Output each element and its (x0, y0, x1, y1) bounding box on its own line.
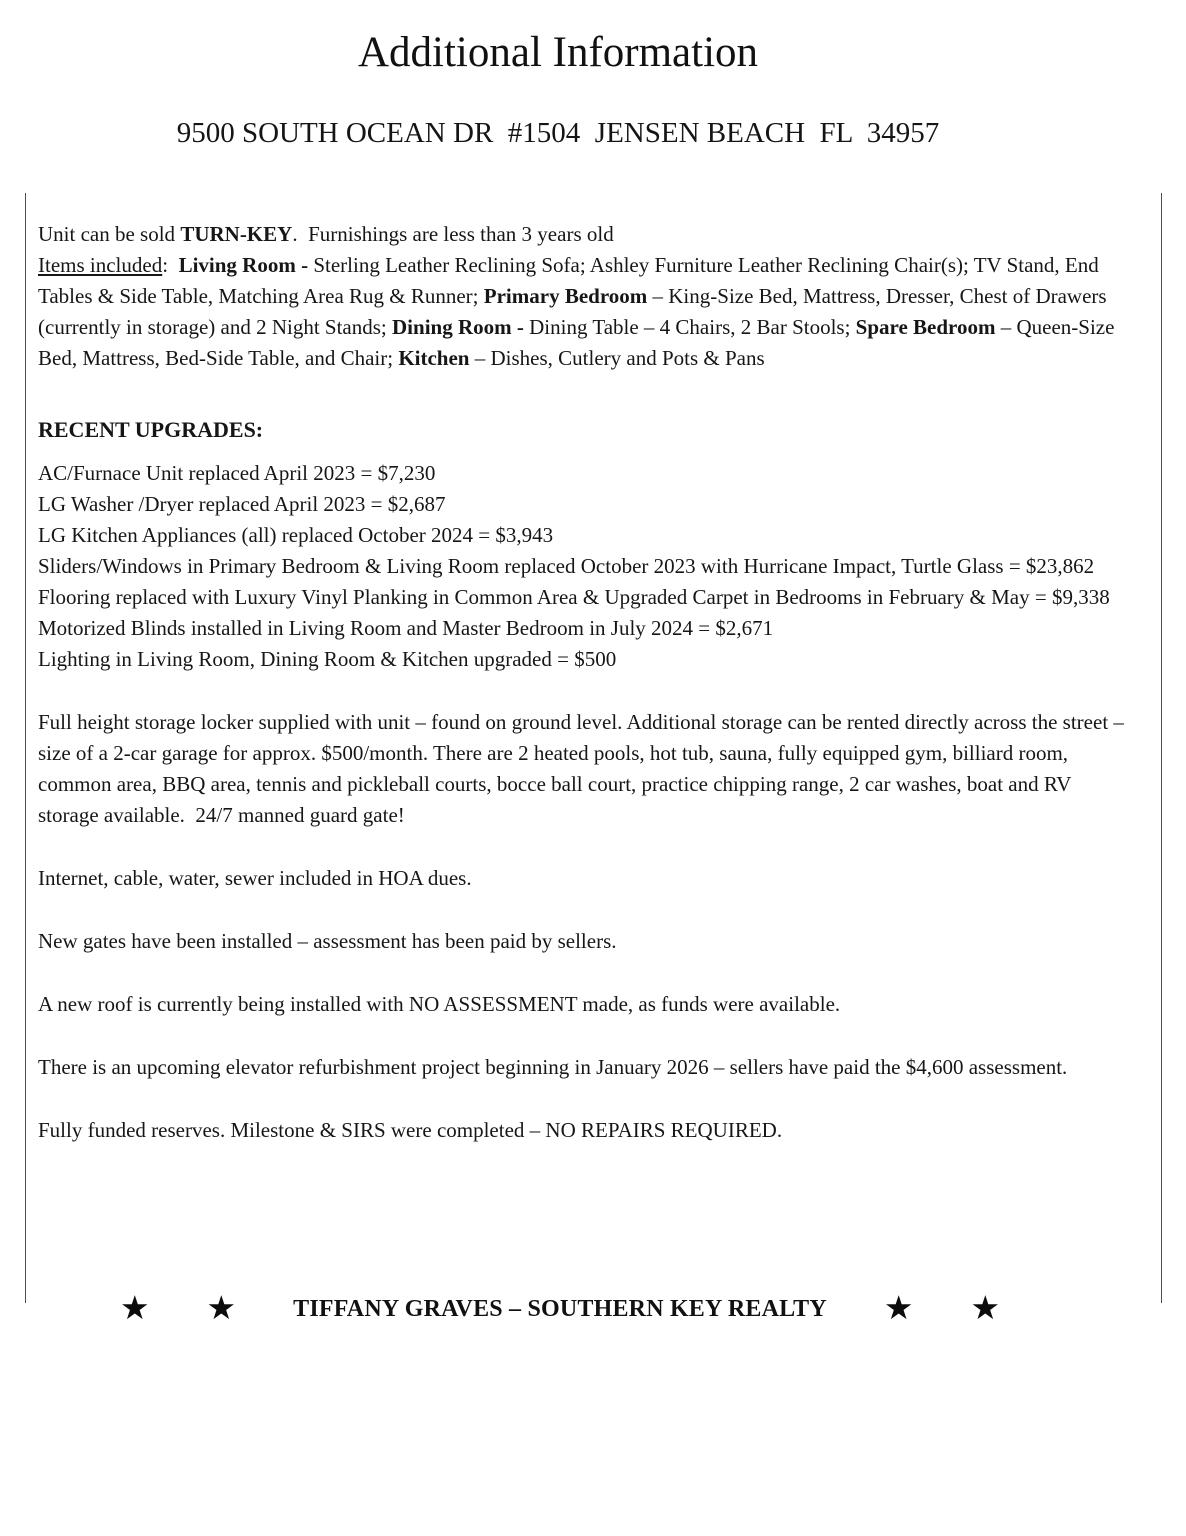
star-icon: ★ (119, 1291, 150, 1327)
items-included-paragraph: Items included: Living Room - Sterling Leather Reclining Sofa; Ashley Furniture Leather Reclining Chair(s); TV Stand, End Tables & Side Table, Matching Area Rug & Runner; Primary Bedroom – King-Size Bed, Mattress, Dresser, Chest of Drawers (currently in storage) and 2 Night Stands; Dining Room - Dining Table – 4 Chairs, 2 Bar Stools; Spare Bedroom – Queen-Size Bed, Mattress, Bed-Side Table, and Chair; Kitchen – Dishes, Cutlery and Pots & Pans (38, 253, 1120, 370)
document-body (38, 219, 1131, 1146)
upgrade-item: Motorized Blinds installed in Living Room and Master Bedroom in July 2024 = $2,671 (38, 616, 774, 640)
upgrade-item: Lighting in Living Room, Dining Room & Kitchen upgraded = $500 (38, 647, 617, 671)
content-box (25, 193, 1162, 1303)
star-icon: ★ (883, 1291, 914, 1327)
property-address: 9500 SOUTH OCEAN DR #1504 JENSEN BEACH FL 34957 (176, 117, 940, 150)
document-header (0, 0, 1116, 150)
gates-line: New gates have been installed – assessment has been paid by sellers. (38, 929, 617, 953)
page-title: Additional Information (357, 29, 759, 76)
turnkey-line: Unit can be sold TURN-KEY. Furnishings are less than 3 years old (38, 222, 614, 246)
elevator-paragraph: There is an upcoming elevator refurbishment project beginning in January 2026 – sellers have paid the $4,600 assessment. (38, 1055, 1068, 1079)
upgrade-item: Flooring replaced with Luxury Vinyl Planking in Common Area & Upgraded Carpet in Bedrooms in February & May = $9,338 (38, 585, 1110, 609)
upgrade-item: Sliders/Windows in Primary Bedroom & Living Room replaced October 2023 with Hurricane Impact, Turtle Glass = $23,862 (38, 554, 1095, 578)
upgrade-item: LG Kitchen Appliances (all) replaced October 2024 = $3,943 (38, 523, 554, 547)
star-icon: ★ (206, 1291, 237, 1327)
star-icon: ★ (970, 1291, 1001, 1327)
document-footer (0, 1293, 1120, 1326)
recent-upgrades-heading: RECENT UPGRADES: (38, 417, 264, 442)
upgrade-item: AC/Furnace Unit replaced April 2023 = $7,230 (38, 461, 436, 485)
upgrade-item: LG Washer /Dryer replaced April 2023 = $2,687 (38, 492, 446, 516)
storage-amenities-paragraph: Full height storage locker supplied with unit – found on ground level. Additional storage can be rented directly across the street – size of a 2-car garage for approx. $500/month. There are 2 heated pools, hot tub, sauna, fully equipped gym, billiard room, common area, BBQ area, tennis and pickleball courts, bocce ball court, practice chipping range, 2 car washes, boat and RV storage available. 24/7 manned guard gate! (38, 710, 1130, 827)
realtor-line: TIFFANY GRAVES – SOUTHERN KEY REALTY (293, 1296, 827, 1322)
roof-line: A new roof is currently being installed with NO ASSESSMENT made, as funds were available. (38, 992, 841, 1016)
hoa-dues-line: Internet, cable, water, sewer included in HOA dues. (38, 866, 472, 890)
reserves-line: Fully funded reserves. Milestone & SIRS were completed – NO REPAIRS REQUIRED. (38, 1118, 783, 1142)
